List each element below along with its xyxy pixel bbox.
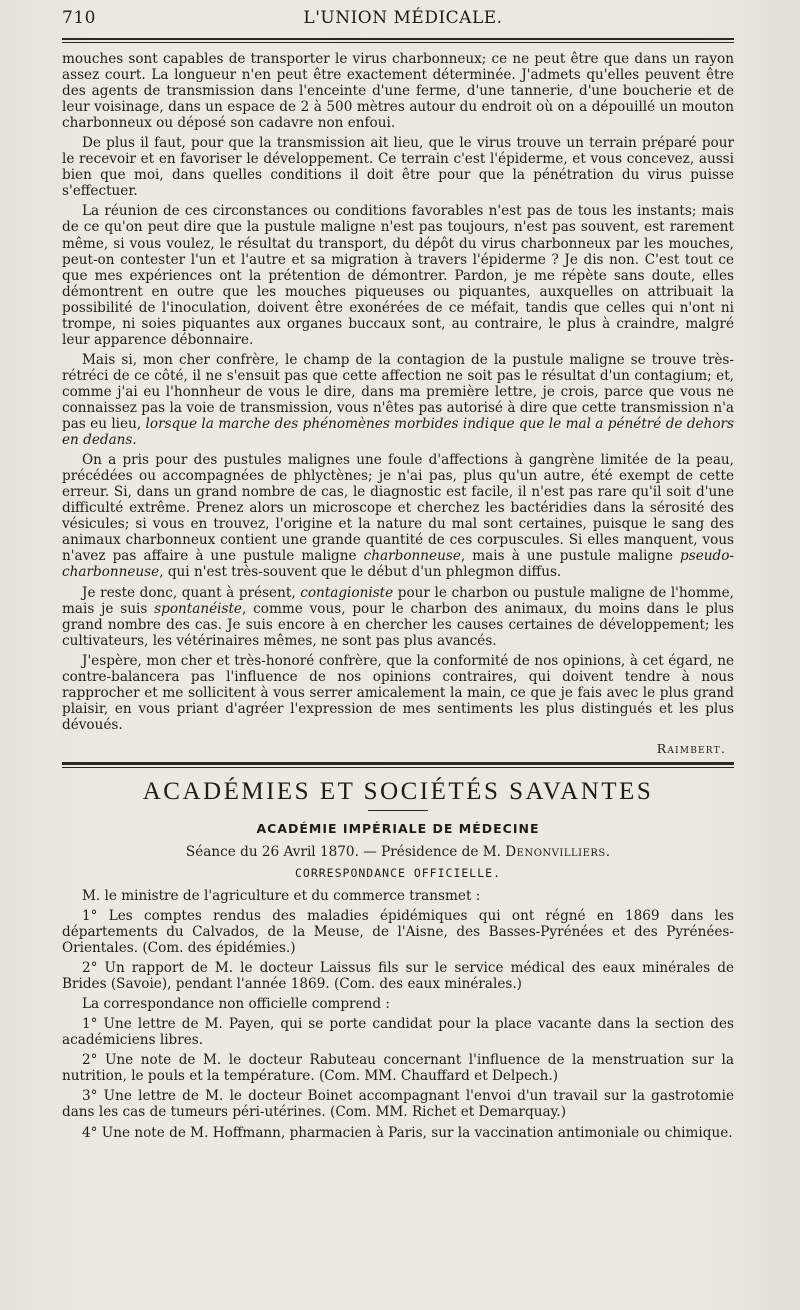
letter-paragraph: De plus il faut, pour que la transmission ait lieu, que le virus trouve un terrain préparé pour le recevoir et en favoriser le développement. Ce terrain c'est l'épiderme, et vous concevez, aussi bien que moi, dans quelles conditions il doit être pour que la pénétration du virus puisse s'effectuer. — [62, 135, 734, 200]
letter-paragraph: mouches sont capables de transporter le virus charbonneux; ce ne peut être que dans un rayon assez court. La longueur n'en peut être exactement déterminée. J'admets qu'elles peuvent être des agents de transmission dans l'enceinte d'une ferme, d'une tannerie, d'une boucherie et de leur voisinage, dans un espace de 2 à 500 mètres autour du endroit où on a dépouillé un mouton charbonneux ou déposé son cadavre non enfoui. — [62, 51, 734, 132]
list-item: 2° Un rapport de M. le docteur Laissus fils sur le service médical des eaux minérales de Brides (Savoie), pendant l'année 1869. (Com. des eaux minérales.) — [62, 960, 734, 993]
letter-paragraph — [62, 585, 734, 649]
session-text: Séance du 26 Avril 1870. — Présidence de M. — [185, 843, 501, 860]
president-name: Denonvilliers — [505, 843, 606, 860]
paragraph-text: pour le charbon ou pustule maligne de l'homme, mais je suis — [62, 584, 735, 617]
title-underline — [368, 810, 428, 811]
signature: Raimbert. — [656, 740, 726, 756]
session-line — [62, 844, 734, 860]
paragraph-text: On a pris pour des pustules malignes une foule d'affections à gangrène limitée de la peau, précédées ou accompagnées de phlyctènes; je n'ai pas, plus qu'un autre, été exempt de cette erreur. Si, dans un grand nombre de cas, le diagnostic est facile, il n'est pas rare qu'il soit d'une difficulté extrême. Prenez alors un microscope et cherchez les bactéridies dans la sérosité des vésicules; si vous en trouvez, l'origine et la nature du mal sont certaines, puisque le sang des animaux charbonneux contient une grande quantité de ces corpuscules. Si elles manquent, vous n'avez pas affaire à une pustule maligne — [62, 452, 734, 565]
running-title: L'UNION MÉDICALE. — [303, 8, 503, 28]
paragraph-text: , qui n'est très-souvent que le début d'un phlegmon diffus. — [159, 564, 562, 581]
page-number: 710 — [62, 8, 96, 28]
section-title: ACADÉMIES ET SOCIÉTÉS SAVANTES — [142, 777, 654, 805]
list-item: 3° Une lettre de M. le docteur Boinet accompagnant l'envoi d'un travail sur la gastrotomie dans les cas de tumeurs péri-utérines. (Com. MM. Richet et Demarquay.) — [62, 1088, 734, 1121]
list-item: 1° Une lettre de M. Payen, qui se porte candidat pour la place vacante dans la section des académiciens libres. — [62, 1016, 734, 1049]
paragraph-text: , mais à une pustule maligne — [460, 548, 673, 565]
correspondence-list — [62, 888, 734, 1141]
letter-paragraph: J'espère, mon cher et très-honoré confrère, que la conformité de nos opinions, à cet égard, ne contre-balancera pas l'influence de nos opinions contraires, qui doivent tendre à nous rapprocher et me sollicitent à vous serrer amicalement la main, ce que je fais avec le plus grand plaisir, en vous priant d'agréer l'expression de mes sentiments les plus distingués et les plus dévoués. — [62, 652, 734, 733]
paragraph-text: Mais si, mon cher confrère, le champ de la contagion de la pustule maligne se trouve très-rétréci de ce côté, il ne s'ensuit pas que cette affection ne soit pas le résultat d'un contagium; et, comme j'ai eu l'honnheur de vous le dire, dans ma première lettre, je crois, parce que vous ne connaissez pas la voie de transmission, vous n'êtes pas autorisé à dire que cette transmission n'a pas eu lieu, — [62, 351, 734, 433]
correspondence-title: CORRESPONDANCE OFFICIELLE. — [294, 865, 501, 880]
page-header — [62, 8, 734, 36]
header-rule — [62, 38, 734, 43]
letter-body — [62, 51, 734, 733]
list-item: M. le ministre de l'agriculture et du commerce transmet : — [82, 887, 481, 904]
list-item: 1° Les comptes rendus des maladies épidémiques qui ont régné en 1869 dans les départements du Calvados, de la Meuse, de l'Aisne, des Basses-Pyrénées et des Pyrénées-Orientales. (Com. des épidémies.) — [62, 907, 734, 957]
paragraph-text: , comme vous, pour le charbon des animaux, du moins dans le plus grand nombre des cas. Je suis encore à en chercher les causes certaines de développement; les cultivateurs, les vétérinaires mêmes, ne sont pas plus avancés. — [62, 600, 735, 649]
italic-text: contagioniste — [300, 584, 394, 601]
section-rule — [62, 762, 734, 768]
italic-text: charbonneuse — [363, 548, 461, 565]
letter-paragraph — [62, 352, 734, 448]
list-item: 4° Une note de M. Hoffmann, pharmacien à Paris, sur la vaccination antimoniale ou chimique. — [82, 1124, 733, 1141]
italic-text: lorsque la marche des phénomènes morbides indique que le mal a pénétré de dehors en dedans. — [62, 416, 734, 449]
italic-text: spontanéiste — [154, 600, 242, 617]
session-text-end: . — [605, 843, 611, 860]
paragraph-text: Je reste donc, quant à présent, — [82, 584, 296, 601]
italic-text: pseudo-charbonneuse — [62, 548, 734, 581]
letter-paragraph: La réunion de ces circonstances ou conditions favorables n'est pas de tous les instants; mais de ce qu'on peut dire que la pustule maligne n'est pas toujours, n'est pas souvent, est rarement même, si vous voulez, le résultat du transport, du dépôt du virus charbonneux par les mouches, peut-on contester l'un et l'autre et sa migration à travers l'épiderme ? Je dis non. C'est tout ce que mes expériences ont la prétention de démontrer. Pardon, je me répète sans doute, elles démontrent en outre que les mouches piqueuses ou piquantes, auxquelles on attribuait la possibilité de l'inoculation, doivent être exonérées de ce méfait, tandis que celles qui n'ont ni trompe, ni soies piquantes aux organes buccaux sont, au contraire, le plus à craindre, malgré leur apparence débonnaire. — [62, 203, 734, 348]
academy-title: ACADÉMIE IMPÉRIALE DE MÉDECINE — [256, 820, 540, 836]
list-item: 2° Une note de M. le docteur Rabuteau concernant l'influence de la menstruation sur la nutrition, le pouls et la température. (Com. MM. Chauffard et Delpech.) — [62, 1052, 734, 1085]
letter-paragraph — [62, 452, 734, 580]
list-item: La correspondance non officielle comprend : — [82, 996, 391, 1013]
